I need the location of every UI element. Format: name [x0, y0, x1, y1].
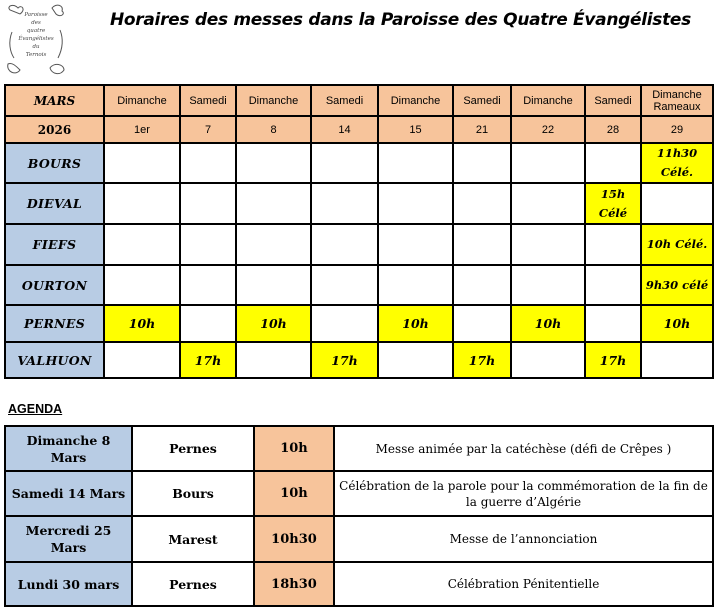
- church-name: PERNES: [5, 305, 104, 342]
- logo-line-5: du: [32, 44, 40, 50]
- agenda-place: Pernes: [132, 562, 254, 606]
- mass-time-cell: 9h30 célé: [641, 265, 713, 305]
- date-cell: 15: [378, 116, 453, 143]
- date-cell: 8: [236, 116, 311, 143]
- empty-cell: [378, 143, 453, 183]
- empty-cell: [378, 183, 453, 224]
- empty-cell: [236, 224, 311, 265]
- agenda-date: Dimanche 8 Mars: [5, 426, 132, 471]
- church-name: VALHUON: [5, 342, 104, 378]
- agenda-place: Marest: [132, 516, 254, 562]
- empty-cell: [311, 224, 378, 265]
- church-name: FIEFS: [5, 224, 104, 265]
- empty-cell: [585, 143, 641, 183]
- date-cell: 7: [180, 116, 236, 143]
- empty-cell: [180, 224, 236, 265]
- empty-cell: [585, 224, 641, 265]
- empty-cell: [104, 143, 180, 183]
- empty-cell: [180, 143, 236, 183]
- empty-cell: [311, 143, 378, 183]
- weekday-cell: Dimanche Rameaux: [641, 85, 713, 116]
- empty-cell: [511, 265, 585, 305]
- empty-cell: [453, 265, 511, 305]
- agenda-time: 18h30: [254, 562, 334, 606]
- agenda-description: Messe de l’annonciation: [334, 516, 713, 562]
- weekday-cell: Samedi: [453, 85, 511, 116]
- empty-cell: [511, 143, 585, 183]
- empty-cell: [585, 265, 641, 305]
- empty-cell: [311, 183, 378, 224]
- empty-cell: [641, 342, 713, 378]
- empty-cell: [511, 224, 585, 265]
- date-cell: 1er: [104, 116, 180, 143]
- mass-time-cell: 10h: [511, 305, 585, 342]
- weekday-cell: Dimanche: [378, 85, 453, 116]
- agenda-time: 10h: [254, 471, 334, 516]
- agenda-date: Lundi 30 mars: [5, 562, 132, 606]
- agenda-table: [4, 425, 714, 607]
- mass-time-cell: 15h Célé: [585, 183, 641, 224]
- church-name: DIEVAL: [5, 183, 104, 224]
- empty-cell: [180, 265, 236, 305]
- mass-schedule-table: [4, 84, 714, 379]
- agenda-heading: AGENDA: [8, 402, 63, 416]
- mass-time-cell: 10h Célé.: [641, 224, 713, 265]
- empty-cell: [511, 342, 585, 378]
- empty-cell: [378, 265, 453, 305]
- empty-cell: [311, 265, 378, 305]
- weekday-cell: Samedi: [311, 85, 378, 116]
- parish-logo: [4, 2, 68, 78]
- agenda-date: Mercredi 25 Mars: [5, 516, 132, 562]
- empty-cell: [378, 342, 453, 378]
- empty-cell: [453, 224, 511, 265]
- agenda-row: [5, 426, 713, 471]
- agenda-row: [5, 562, 713, 606]
- header-row-dates: [5, 116, 713, 143]
- weekday-cell: Dimanche: [236, 85, 311, 116]
- date-cell: 29: [641, 116, 713, 143]
- page-title: Horaires des messes dans la Paroisse des Quatre Évangélistes: [110, 10, 691, 30]
- mass-time-cell: 17h: [180, 342, 236, 378]
- agenda-row: [5, 516, 713, 562]
- empty-cell: [453, 305, 511, 342]
- mass-time-cell: 17h: [585, 342, 641, 378]
- mass-time-cell: 10h: [641, 305, 713, 342]
- date-cell: 21: [453, 116, 511, 143]
- agenda-time: 10h: [254, 426, 334, 471]
- mass-time-cell: 11h30 Célé.: [641, 143, 713, 183]
- empty-cell: [236, 265, 311, 305]
- mass-time-cell: 10h: [236, 305, 311, 342]
- agenda-description: Célébration Pénitentielle: [334, 562, 713, 606]
- date-cell: 28: [585, 116, 641, 143]
- empty-cell: [104, 265, 180, 305]
- schedule-row-valhuon: [5, 342, 713, 378]
- month-cell: MARS: [5, 85, 104, 116]
- church-name: BOURS: [5, 143, 104, 183]
- mass-time-cell: 17h: [453, 342, 511, 378]
- schedule-row-pernes: [5, 305, 713, 342]
- weekday-cell: Dimanche: [511, 85, 585, 116]
- date-cell: 22: [511, 116, 585, 143]
- agenda-date: Samedi 14 Mars: [5, 471, 132, 516]
- agenda-description: Célébration de la parole pour la commémoration de la fin de la guerre d’Algérie: [334, 471, 713, 516]
- empty-cell: [585, 305, 641, 342]
- mass-time-cell: 17h: [311, 342, 378, 378]
- church-name: OURTON: [5, 265, 104, 305]
- agenda-place: Bours: [132, 471, 254, 516]
- weekday-cell: Dimanche: [104, 85, 180, 116]
- empty-cell: [378, 224, 453, 265]
- logo-line-2: des: [31, 20, 41, 26]
- empty-cell: [511, 183, 585, 224]
- evangelist-symbols-icon: [4, 2, 68, 78]
- mass-time-cell: 10h: [104, 305, 180, 342]
- empty-cell: [641, 183, 713, 224]
- empty-cell: [104, 224, 180, 265]
- year-cell: 2026: [5, 116, 104, 143]
- empty-cell: [236, 183, 311, 224]
- schedule-row-dieval: [5, 183, 713, 224]
- empty-cell: [236, 143, 311, 183]
- empty-cell: [311, 305, 378, 342]
- empty-cell: [236, 342, 311, 378]
- logo-line-3: quatre: [26, 28, 46, 34]
- date-cell: 14: [311, 116, 378, 143]
- logo-line-4: Évangélistes: [18, 36, 54, 42]
- logo-line-1: Paroisse: [24, 12, 48, 18]
- header-row-weekdays: [5, 85, 713, 116]
- weekday-cell: Samedi: [180, 85, 236, 116]
- mass-time-cell: 10h: [378, 305, 453, 342]
- empty-cell: [180, 183, 236, 224]
- empty-cell: [453, 183, 511, 224]
- logo-line-6: Ternois: [25, 52, 47, 58]
- empty-cell: [104, 183, 180, 224]
- empty-cell: [180, 305, 236, 342]
- agenda-row: [5, 471, 713, 516]
- weekday-cell: Samedi: [585, 85, 641, 116]
- schedule-row-fiefs: [5, 224, 713, 265]
- schedule-row-ourton: [5, 265, 713, 305]
- agenda-time: 10h30: [254, 516, 334, 562]
- schedule-row-bours: [5, 143, 713, 183]
- empty-cell: [453, 143, 511, 183]
- agenda-description: Messe animée par la catéchèse (défi de Crêpes ): [334, 426, 713, 471]
- agenda-place: Pernes: [132, 426, 254, 471]
- empty-cell: [104, 342, 180, 378]
